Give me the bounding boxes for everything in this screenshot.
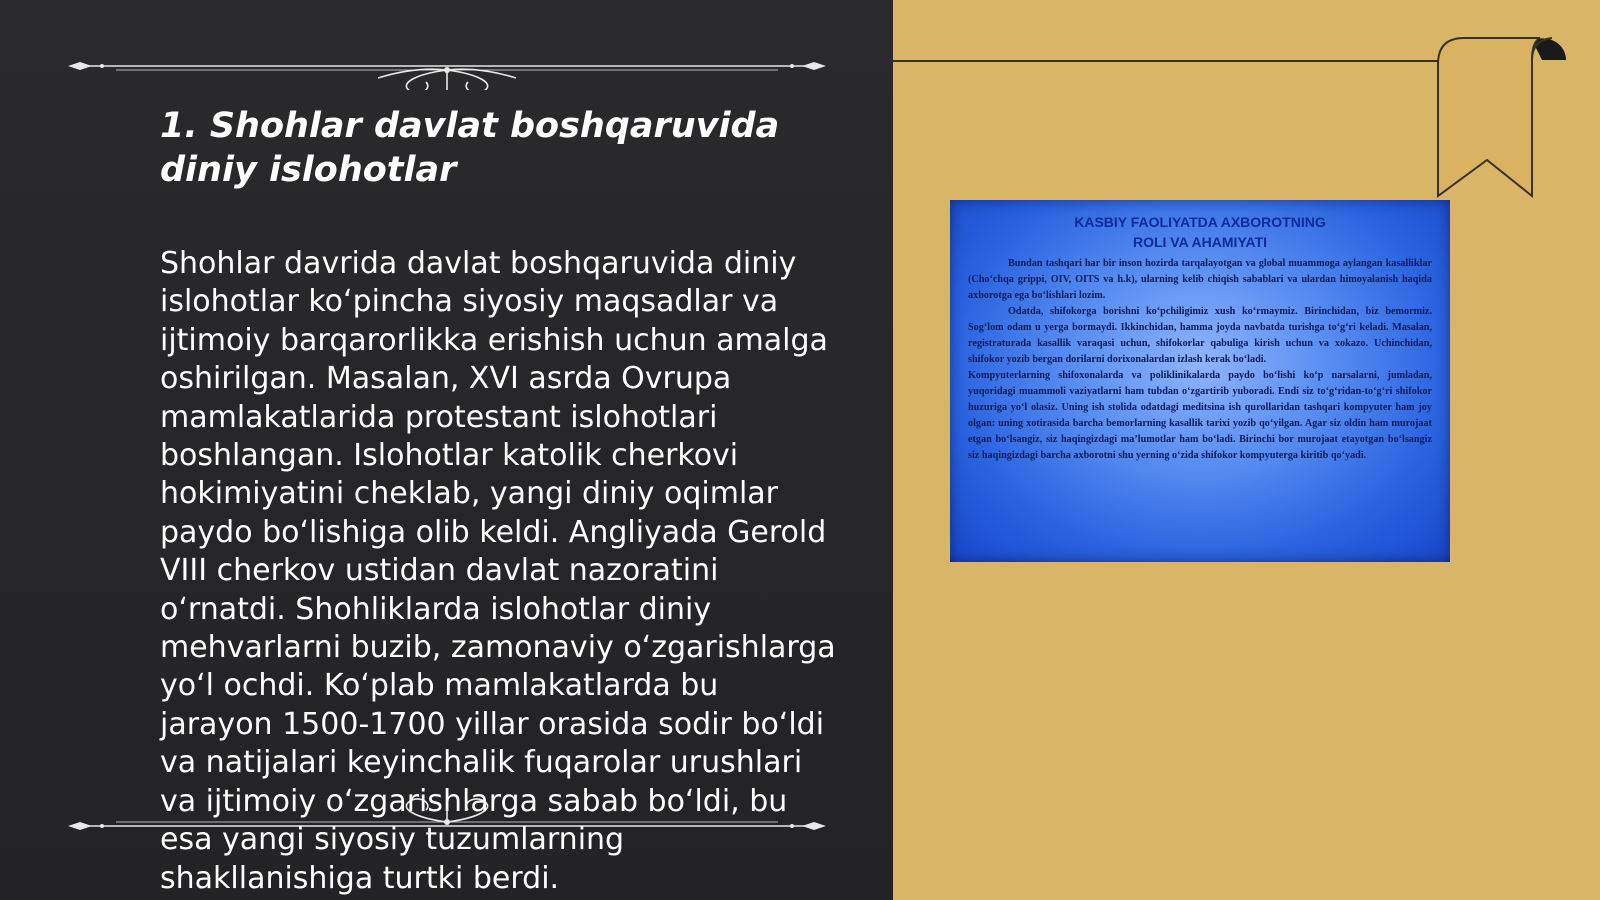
header-rule	[893, 60, 1438, 62]
document-heading-line-2: ROLI VA AHAMIYATI	[1132, 234, 1268, 250]
document-paragraph-3: Kompyuterlarning shifoxonalarda va poliklinikalarda paydo bo‘lishi ko‘p narsalarni, jumladan, yuqoridagi muammoli vaziyatlarni ham tubdan o‘zgartirib yuboradi. Endi siz to‘g‘ridan-to‘g‘ri shifokor huzuriga yo‘l olasiz. Uning ish stolida odatdagi meditsina ish qurollaridan tashqari kompyuter ham joy olgan: uning xotirasida barcha bemorlarning kasallik tarixi yozib qo‘yilgan. Agar siz oldin ham murojaat etgan bo‘lsangiz, siz haqingizdagi ma’lumotlar ham bo‘ladi. Birinchi bor murojaat etayotgan bo‘lsangiz siz haqingizdagi barcha axborotni shu yerning o‘zida shifokor kompyuterga kiritib qo‘yadi.	[968, 370, 1432, 461]
ribbon-bookmark-icon	[1434, 36, 1600, 200]
document-heading-line-1: KASBIY FAOLIYATDA AXBOROTNING	[1074, 214, 1326, 230]
slide-body-text: Shohlar davrida davlat boshqaruvida diniy islohotlar ko‘pincha siyosiy maqsadlar va ijtimoiy barqarorlikka erishish uchun amalga oshirilgan. Masalan, XVI asrda Ovrupa mamlakatlarida protestant islohotlari boshlangan. Islohotlar katolik cherkovi hokimiyatini cheklab, yangi diniy oqimlar paydo bo‘lishiga olib keldi. Angliyada Gerold VIII cherkov ustidan davlat nazoratini o‘rnatdi. Shohliklarda islohotlar diniy mehvarlarni buzib, zamonaviy o‘zgarishlarga yo‘l ochdi. Ko‘plab mamlakatlarda bu jarayon 1500-1700 yillar orasida sodir bo‘ldi va natijalari keyinchalik fuqarolar urushlari va ijtimoiy o‘zgarishlarga sabab bo‘ldi, bu esa yangi siyosiy tuzumlarning shakllanishiga turtki berdi.	[160, 246, 836, 896]
flourish-divider-icon	[66, 40, 828, 90]
document-paragraph-2: Odatda, shifokorga borishni ko‘pchiligimiz xush ko‘rmaymiz. Birinchidan, biz bemormiz. Sog‘lom odam u yerga bormaydi. Ikkinchidan, hamma joyda navbatda turishga to‘g‘ri keladi. Masalan, registraturada kasallik varaqasi uchun, shifokorlar qabuliga kirish uchun va xokazo. Uchinchidan, shifokor yozib bergan dorilarni dorixonalardan izlash kerak bo‘ladi.	[968, 306, 1432, 365]
slide-title: 1. Shohlar davlat boshqaruvida diniy islohotlar	[160, 106, 780, 190]
document-heading	[968, 212, 1432, 252]
document-paragraph-1: Bundan tashqari har bir inson hozirda tarqalayotgan va global muammoga aylangan kasalliklar (Cho‘chqa grippi, OIV, OITS va h.k), ularning kelib chiqish sabablari va ulardan himoyalanish haqida axborotga ega bo‘lishlari lozim.	[968, 258, 1432, 301]
document-image	[950, 200, 1450, 562]
